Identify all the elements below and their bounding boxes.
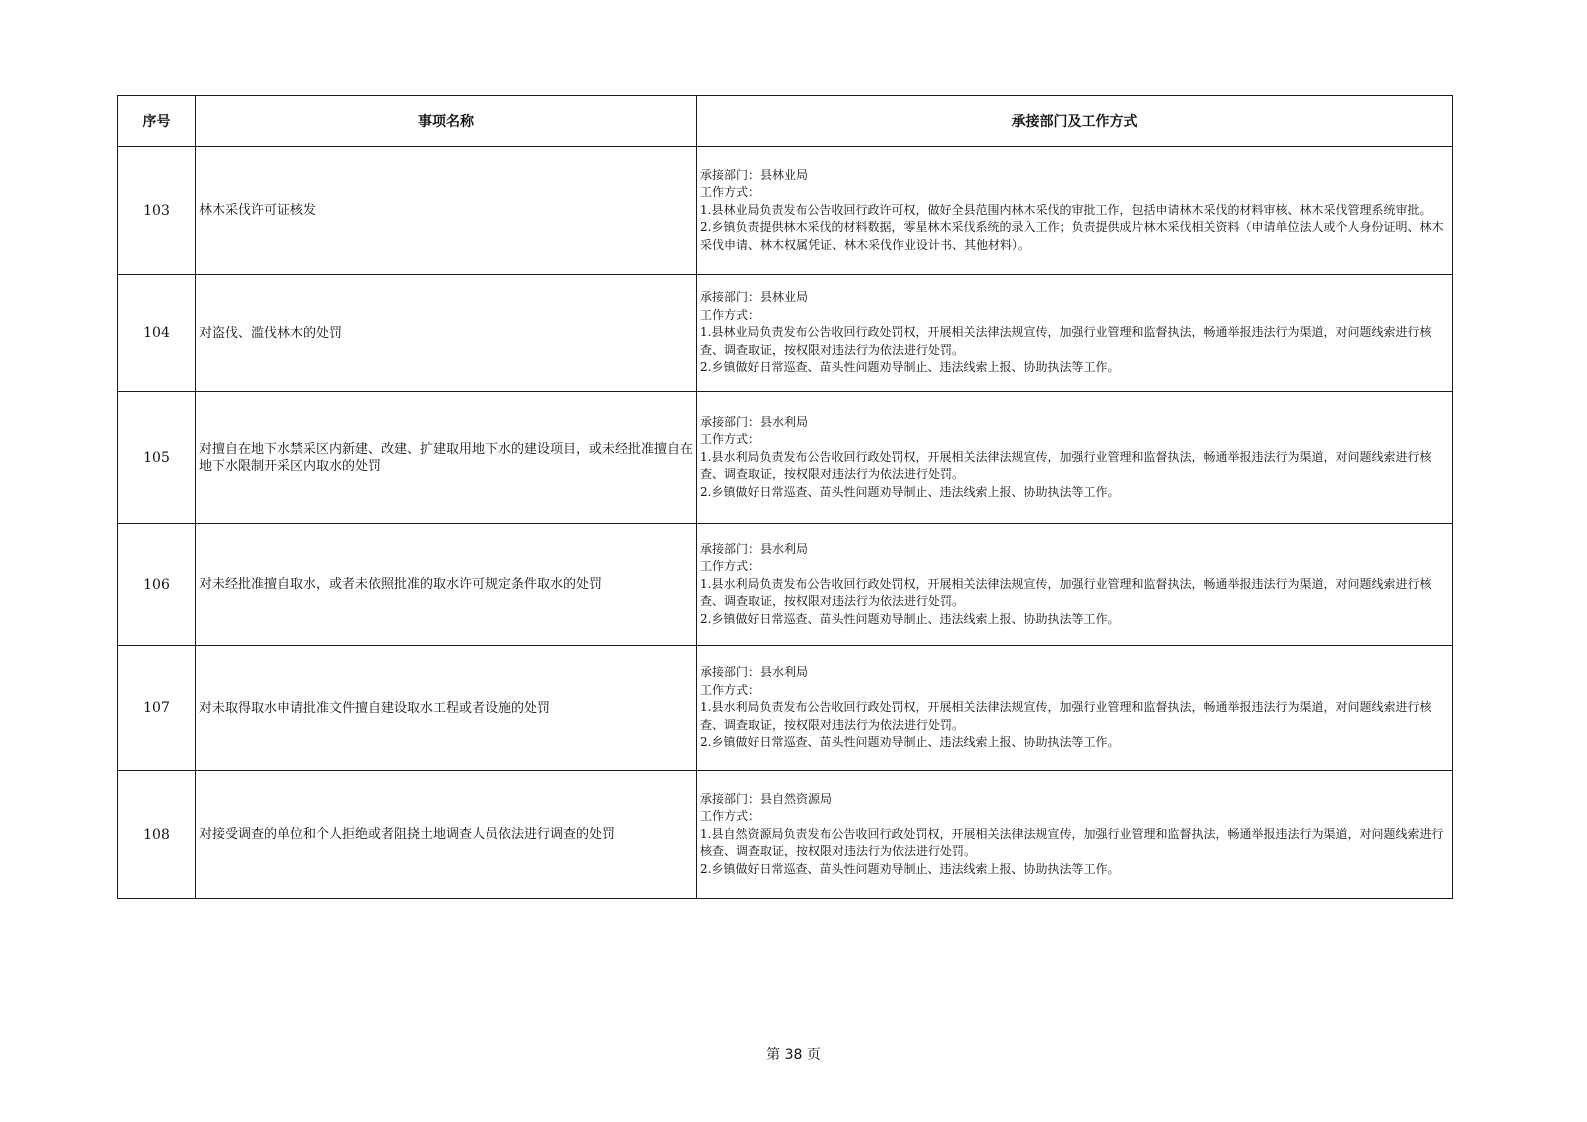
row-seq: 108 bbox=[118, 771, 196, 899]
row-item-name: 对未经批准擅自取水，或者未依照批准的取水许可规定条件取水的处罚 bbox=[196, 524, 697, 646]
table-header-row bbox=[118, 96, 1453, 147]
page-number: 第 38 页 bbox=[766, 1047, 821, 1063]
table-row bbox=[118, 646, 1453, 771]
method-step-1: 1.县林业局负责发布公告收回行政处罚权，开展相关法律法规宣传，加强行业管理和监督执法，畅通举报违法行为渠道，对问题线索进行核查、调查取证，按权限对违法行为依法进行处罚。 bbox=[700, 325, 1432, 357]
row-seq: 105 bbox=[118, 392, 196, 524]
row-dept-method bbox=[697, 771, 1453, 899]
row-item-name: 对盗伐、滥伐林木的处罚 bbox=[196, 275, 697, 392]
row-dept-method bbox=[697, 275, 1453, 392]
method-label: 工作方式： bbox=[700, 559, 761, 574]
method-label: 工作方式： bbox=[700, 307, 761, 322]
table-row bbox=[118, 771, 1453, 899]
method-step-1: 1.县林业局负责发布公告收回行政许可权，做好全县范围内林木采伐的审批工作，包括申请林木采伐的材料审核、林木采伐管理系统审批。 bbox=[700, 202, 1432, 217]
method-label: 工作方式： bbox=[700, 185, 761, 200]
dept-line: 承接部门：县自然资源局 bbox=[700, 791, 833, 806]
method-step-2: 2.乡镇负责提供林木采伐的材料数据，零星林木采伐系统的录入工作；负责提供成片林木采伐相关资料（申请单位法人或个人身份证明、林木采伐申请、林木权属凭证、林木采伐作业设计书、其他材料）。 bbox=[700, 220, 1444, 252]
dept-line: 承接部门：县林业局 bbox=[700, 290, 809, 305]
table-row bbox=[118, 524, 1453, 646]
method-step-1: 1.县自然资源局负责发布公告收回行政处罚权，开展相关法律法规宣传，加强行业管理和监督执法，畅通举报违法行为渠道，对问题线索进行核查、调查取证，按权限对违法行为依法进行处罚。 bbox=[700, 826, 1444, 859]
row-seq: 104 bbox=[118, 275, 196, 392]
items-table bbox=[117, 95, 1453, 899]
dept-line: 承接部门：县水利局 bbox=[700, 665, 809, 680]
method-step-1: 1.县水利局负责发布公告收回行政处罚权，开展相关法律法规宣传，加强行业管理和监督执法，畅通举报违法行为渠道，对问题线索进行核查、调查取证，按权限对违法行为依法进行处罚。 bbox=[700, 700, 1432, 732]
table-row bbox=[118, 392, 1453, 524]
table-row bbox=[118, 147, 1453, 275]
row-seq: 106 bbox=[118, 524, 196, 646]
row-dept-method bbox=[697, 646, 1453, 771]
method-step-2: 2.乡镇做好日常巡查、苗头性问题劝导制止、违法线索上报、协助执法等工作。 bbox=[700, 611, 1120, 626]
header-dept-method: 承接部门及工作方式 bbox=[697, 96, 1453, 147]
method-step-2: 2.乡镇做好日常巡查、苗头性问题劝导制止、违法线索上报、协助执法等工作。 bbox=[700, 360, 1120, 375]
method-label: 工作方式： bbox=[700, 432, 761, 447]
row-dept-method bbox=[697, 524, 1453, 646]
method-step-1: 1.县水利局负责发布公告收回行政处罚权，开展相关法律法规宣传，加强行业管理和监督执法，畅通举报违法行为渠道，对问题线索进行核查、调查取证，按权限对违法行为依法进行处罚。 bbox=[700, 576, 1432, 609]
method-label: 工作方式： bbox=[700, 809, 761, 824]
method-step-2: 2.乡镇做好日常巡查、苗头性问题劝导制止、违法线索上报、协助执法等工作。 bbox=[700, 861, 1120, 876]
row-dept-method bbox=[697, 147, 1453, 275]
row-seq: 107 bbox=[118, 646, 196, 771]
method-step-2: 2.乡镇做好日常巡查、苗头性问题劝导制止、违法线索上报、协助执法等工作。 bbox=[700, 735, 1120, 750]
row-item-name: 林木采伐许可证核发 bbox=[196, 147, 697, 275]
row-item-name: 对接受调查的单位和个人拒绝或者阻挠土地调查人员依法进行调查的处罚 bbox=[196, 771, 697, 899]
row-item-name: 对擅自在地下水禁采区内新建、改建、扩建取用地下水的建设项目，或未经批准擅自在地下水限制开采区内取水的处罚 bbox=[196, 392, 697, 524]
method-step-1: 1.县水利局负责发布公告收回行政处罚权，开展相关法律法规宣传，加强行业管理和监督执法，畅通举报违法行为渠道，对问题线索进行核查、调查取证，按权限对违法行为依法进行处罚。 bbox=[700, 449, 1432, 482]
row-seq: 103 bbox=[118, 147, 196, 275]
header-seq: 序号 bbox=[118, 96, 196, 147]
dept-line: 承接部门：县林业局 bbox=[700, 167, 809, 182]
dept-line: 承接部门：县水利局 bbox=[700, 414, 809, 429]
header-item-name: 事项名称 bbox=[196, 96, 697, 147]
row-dept-method bbox=[697, 392, 1453, 524]
row-item-name: 对未取得取水申请批准文件擅自建设取水工程或者设施的处罚 bbox=[196, 646, 697, 771]
dept-line: 承接部门：县水利局 bbox=[700, 541, 809, 556]
table-row bbox=[118, 275, 1453, 392]
method-label: 工作方式： bbox=[700, 682, 761, 697]
method-step-2: 2.乡镇做好日常巡查、苗头性问题劝导制止、违法线索上报、协助执法等工作。 bbox=[700, 484, 1120, 499]
